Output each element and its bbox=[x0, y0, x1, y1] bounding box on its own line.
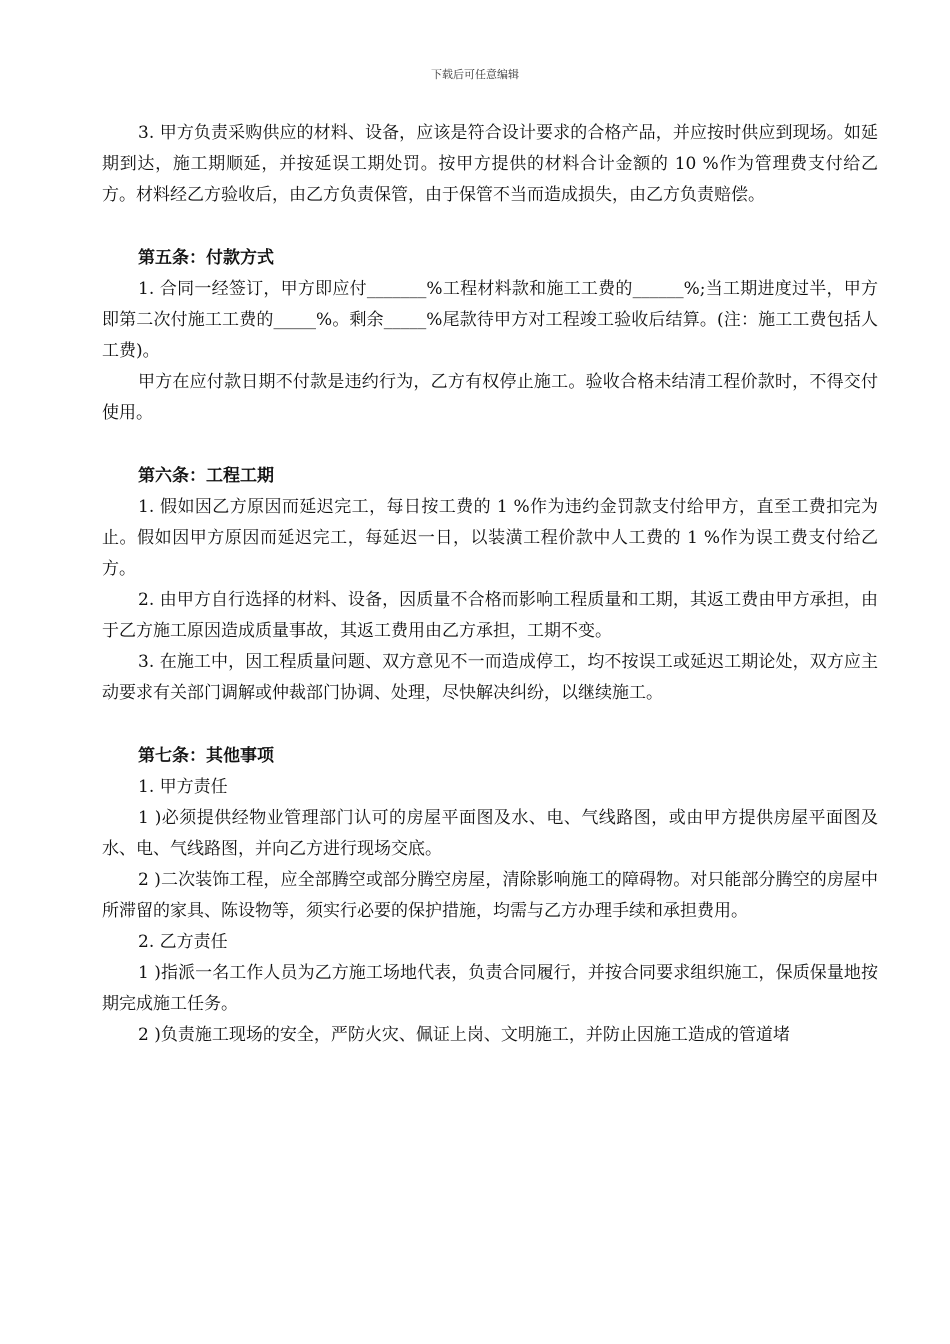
article-5-heading: 第五条：付款方式 bbox=[138, 248, 274, 268]
article-6-item-2: 2. 由甲方自行选择的材料、设备，因质量不合格而影响工程质量和工期，其返工费由甲方承担，由于乙方施工原因造成质量事故，其返工费用由乙方承担，工期不变。 bbox=[102, 590, 878, 641]
article-7-party-a-item-1: 1 )必须提供经物业管理部门认可的房屋平面图及水、电、气线路图，或由甲方提供房屋平面图及水、电、气线路图，并向乙方进行现场交底。 bbox=[102, 808, 878, 859]
article-5-paragraph-2: 甲方在应付款日期不付款是违约行为，乙方有权停止施工。验收合格未结清工程价款时，不得交付使用。 bbox=[102, 372, 878, 423]
clause-4-item-3: 3. 甲方负责采购供应的材料、设备，应该是符合设计要求的合格产品，并应按时供应到现场。如延期到达，施工期顺延，并按延误工期处罚。按甲方提供的材料合计金额的 10 %作为管理费支付给乙方。材料经乙方验收后，由乙方负责保管，由于保管不当而造成损失，由乙方负责赔偿。 bbox=[102, 123, 878, 205]
article-7-heading: 第七条：其他事项 bbox=[138, 746, 274, 766]
article-7-party-a-item-2: 2 )二次装饰工程，应全部腾空或部分腾空房屋，清除影响施工的障碍物。对只能部分腾空的房屋中所滞留的家具、陈设物等，须实行必要的保护措施，均需与乙方办理手续和承担费用。 bbox=[102, 870, 878, 921]
article-5-item-1: 1. 合同一经签订，甲方即应付_______%工程材料款和施工工费的______%;当工期进度过半，甲方即第二次付施工工费的_____%。剩余_____%尾款待甲方对工程竣工验收后结算。(注：施工工费包括人工费)。 bbox=[102, 279, 878, 361]
article-7-party-b-item-2: 2 )负责施工现场的安全，严防火灾、佩证上岗、文明施工，并防止因施工造成的管道堵 bbox=[138, 1025, 790, 1045]
document-body bbox=[102, 118, 878, 1051]
page-header-note: 下载后可任意编辑 bbox=[431, 68, 519, 81]
article-6-item-3: 3. 在施工中，因工程质量问题、双方意见不一而造成停工，均不按误工或延迟工期论处，双方应主动要求有关部门调解或仲裁部门协调、处理，尽快解决纠纷，以继续施工。 bbox=[102, 652, 878, 703]
article-6-item-1: 1. 假如因乙方原因而延迟完工，每日按工费的 1 %作为违约金罚款支付给甲方，直至工费扣完为止。假如因甲方原因而延迟完工，每延迟一日，以装潢工程价款中人工费的 1 %作为误工费支付给乙方。 bbox=[102, 497, 878, 579]
article-7-party-b-heading: 2. 乙方责任 bbox=[138, 932, 228, 952]
article-7-party-b-item-1: 1 )指派一名工作人员为乙方施工场地代表，负责合同履行，并按合同要求组织施工，保质保量地按期完成施工任务。 bbox=[102, 963, 878, 1014]
article-6-heading: 第六条：工程工期 bbox=[138, 466, 274, 486]
article-7-party-a-heading: 1. 甲方责任 bbox=[138, 777, 228, 797]
